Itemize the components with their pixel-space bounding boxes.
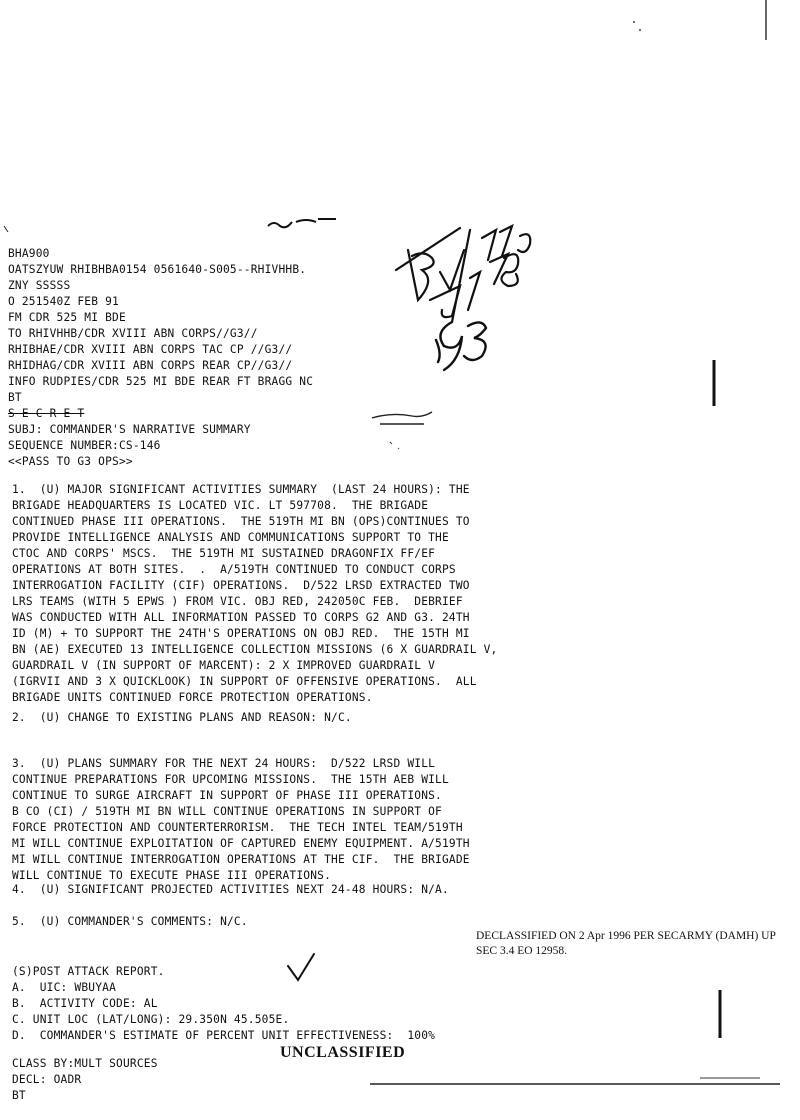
header-line: O 251540Z FEB 91 [8, 295, 119, 308]
message-footer [12, 1040, 158, 1120]
para-line: GUARDRAIL V (IN SUPPORT OF MARCENT): 2 X IMPROVED GUARDRAIL V [12, 659, 436, 672]
para-line: B CO (CI) / 519TH MI BN WILL CONTINUE OPERATIONS IN SUPPORT OF [12, 805, 442, 818]
para-line: FORCE PROTECTION AND COUNTERTERRORISM. THE TECH INTEL TEAM/519TH [12, 821, 463, 834]
header-line: FM CDR 525 MI BDE [8, 311, 126, 324]
sequence-line: SEQUENCE NUMBER:CS-146 [8, 439, 161, 452]
report-line: (S)POST ATTACK REPORT. [12, 965, 165, 978]
para-line: BN (AE) EXECUTED 13 INTELLIGENCE COLLECTION MISSIONS (6 X GUARDRAIL V, [12, 643, 498, 656]
header-line: TO RHIVHHB/CDR XVIII ABN CORPS//G3// [8, 327, 258, 340]
subject-line: SUBJ: COMMANDER'S NARRATIVE SUMMARY [8, 423, 251, 436]
message-header [8, 230, 313, 486]
para-line: WAS CONDUCTED WITH ALL INFORMATION PASSED TO CORPS G2 AND G3. 24TH [12, 611, 470, 624]
para-line: CONTINUE PREPARATIONS FOR UPCOMING MISSIONS. THE 15TH AEB WILL [12, 773, 449, 786]
paragraph-2: 2. (U) CHANGE TO EXISTING PLANS AND REASON: N/C. [12, 711, 352, 724]
report-line: A. UIC: WBUYAA [12, 981, 117, 994]
paragraph-1 [12, 466, 497, 722]
para-line: 3. (U) PLANS SUMMARY FOR THE NEXT 24 HOURS: D/522 LRSD WILL [12, 757, 436, 770]
para-line: CONTINUED PHASE III OPERATIONS. THE 519TH MI BN (OPS)CONTINUES TO [12, 515, 470, 528]
declassified-stamp: DECLASSIFIED ON 2 Apr 1996 PER SECARMY (DAMH) UP SEC 3.4 EO 12958. [476, 930, 776, 957]
footer-line: DECL: OADR [12, 1073, 82, 1086]
para-line: ID (M) + TO SUPPORT THE 24TH'S OPERATIONS ON OBJ RED. THE 15TH MI [12, 627, 470, 640]
pass-line: <<PASS TO G3 OPS>> [8, 455, 133, 468]
para-line: MI WILL CONTINUE EXPLOITATION OF CAPTURED ENEMY EQUIPMENT. A/519TH [12, 837, 470, 850]
para-line: INTERROGATION FACILITY (CIF) OPERATIONS. D/522 LRSD EXTRACTED TWO [12, 579, 470, 592]
handwritten-number [436, 322, 486, 370]
para-line: WILL CONTINUE TO EXECUTE PHASE III OPERATIONS. [12, 869, 332, 882]
header-line: ZNY SSSSS [8, 279, 71, 292]
header-line: OATSZYUW RHIBHBA0154 0561640-S005--RHIVHHB. [8, 263, 307, 276]
para-line: PROVIDE INTELLIGENCE ANALYSIS AND COMMUNICATIONS SUPPORT TO THE [12, 531, 449, 544]
para-line: 1. (U) MAJOR SIGNIFICANT ACTIVITIES SUMMARY (LAST 24 HOURS): THE [12, 483, 470, 496]
report-line: B. ACTIVITY CODE: AL [12, 997, 158, 1010]
classification-line: S E C R E T [8, 407, 85, 420]
header-line: RHIDHAG/CDR XVIII ABN CORPS REAR CP//G3// [8, 359, 293, 372]
para-line: (IGRVII AND 3 X QUICKLOOK) IN SUPPORT OF OFFENSIVE OPERATIONS. ALL [12, 675, 477, 688]
header-line: INFO RUDPIES/CDR 525 MI BDE REAR FT BRAGG NC [8, 375, 314, 388]
para-line: LRS TEAMS (WITH 5 EPWS ) FROM VIC. OBJ RED, 242050C FEB. DEBRIEF [12, 595, 463, 608]
header-line: RHIBHAE/CDR XVIII ABN CORPS TAC CP //G3// [8, 343, 293, 356]
paragraph-3 [12, 740, 470, 900]
footer-line: CLASS BY:MULT SOURCES [12, 1057, 158, 1070]
para-line: OPERATIONS AT BOTH SITES. . A/519TH CONTINUED TO CONDUCT CORPS [12, 563, 456, 576]
para-line: BRIGADE HEADQUARTERS IS LOCATED VIC. LT 597708. THE BRIGADE [12, 499, 429, 512]
report-line: D. COMMANDER'S ESTIMATE OF PERCENT UNIT EFFECTIVENESS: 100% [12, 1029, 436, 1042]
header-line: BHA900 [8, 247, 50, 260]
para-line: BRIGADE UNITS CONTINUED FORCE PROTECTION OPERATIONS. [12, 691, 373, 704]
paragraph-5: 5. (U) COMMANDER'S COMMENTS: N/C. [12, 915, 248, 928]
paragraph-4: 4. (U) SIGNIFICANT PROJECTED ACTIVITIES NEXT 24-48 HOURS: N/A. [12, 883, 449, 896]
handwritten-annotation [396, 226, 530, 322]
classification-marking: UNCLASSIFIED [280, 1044, 406, 1061]
footer-line: BT [12, 1089, 26, 1102]
report-line: C. UNIT LOC (LAT/LONG): 29.350N 45.505E. [12, 1013, 290, 1026]
para-line: MI WILL CONTINUE INTERROGATION OPERATIONS AT THE CIF. THE BRIGADE [12, 853, 470, 866]
para-line: CONTINUE TO SURGE AIRCRAFT IN SUPPORT OF PHASE III OPERATIONS. [12, 789, 442, 802]
para-line: CTOC AND CORPS' MSCS. THE 519TH MI SUSTAINED DRAGONFIX FF/EF [12, 547, 436, 560]
header-line: BT [8, 391, 22, 404]
